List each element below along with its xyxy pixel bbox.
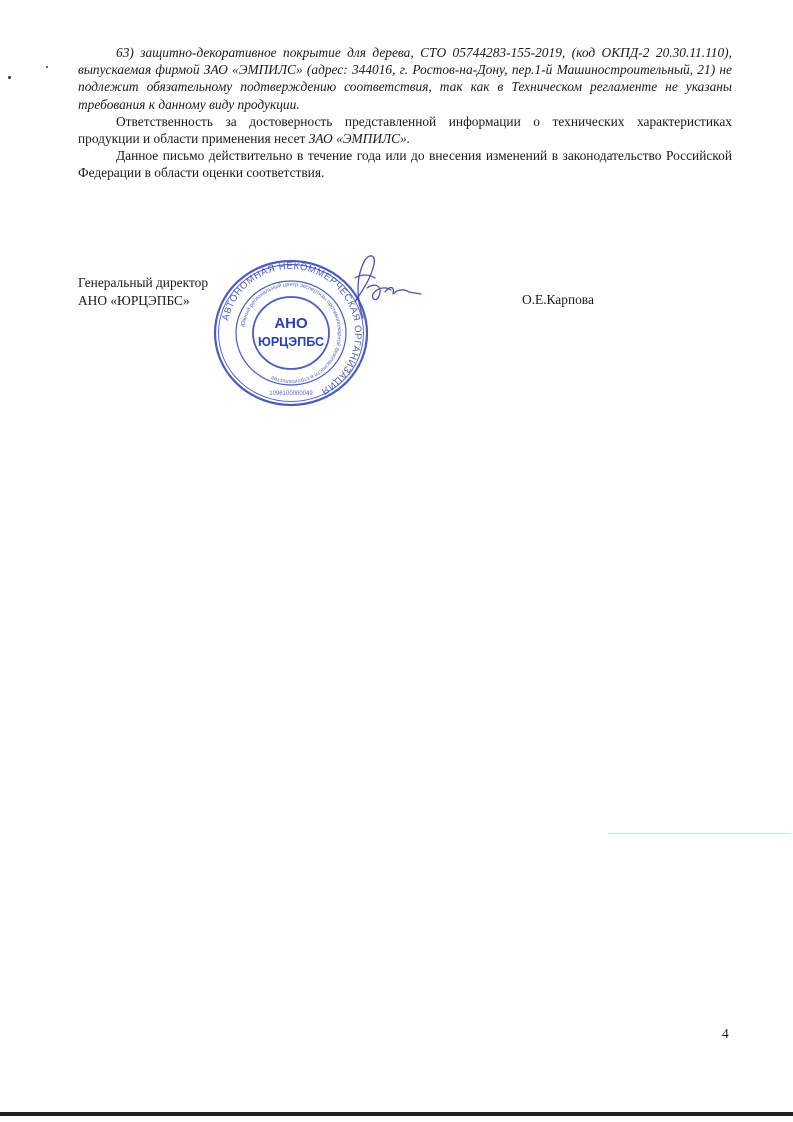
responsible-company: ЗАО «ЭМПИЛС». — [308, 131, 411, 147]
signatory-position: Генеральный директор — [78, 275, 209, 290]
scan-bottom-edge — [0, 1112, 793, 1116]
item-63-paragraph: 63) защитно-декоративное покрытие для дерева, СТО 05744283-155-2019, (код ОКПД-2 20.30.11.110), выпускаемая фирмой ЗАО «ЭМПИЛС» (адрес: 344016, г. Ростов-на-Дону, пер.1-й Машиностроительный, 21) не подлежит обязательному подтверждению соответствия, так как в Техническом регламенте не указаны требования к данному виду продукции. — [78, 45, 732, 112]
scan-speck — [8, 76, 11, 79]
stamp-center-line-1: АНО — [274, 315, 308, 332]
signatory-block — [78, 274, 208, 309]
page-number: 4 — [722, 1026, 729, 1041]
handwritten-signature — [325, 248, 425, 323]
signatory-name: О.Е.Карпова — [522, 291, 594, 307]
letter-body — [78, 44, 732, 182]
stamp-inner-ring-text: Южный региональный центр экспертизы противопожарной безопасности в строительстве — [240, 281, 343, 385]
responsibility-paragraph — [78, 113, 732, 147]
stamp-center-line-2: ЮРЦЭПБС — [257, 335, 325, 349]
scan-speck — [46, 66, 48, 68]
stamp-reg-number: 1096100000049 — [269, 391, 313, 397]
signatory-organization: АНО «ЮРЦЭПБС» — [78, 292, 190, 308]
scan-artifact-line — [608, 833, 791, 834]
responsibility-text: Ответственность за достоверность представленной информации о технических характеристиках продукции и области применения несет — [78, 113, 732, 147]
validity-paragraph: Данное письмо действительно в течение года или до внесения изменений в законодательство Российской Федерации в области оценки соответствия. — [78, 148, 732, 181]
stamp-ring-text: АВТОНОМНАЯ НЕКОММЕРЧЕСКАЯ ОРГАНИЗАЦИЯ — [220, 260, 364, 397]
